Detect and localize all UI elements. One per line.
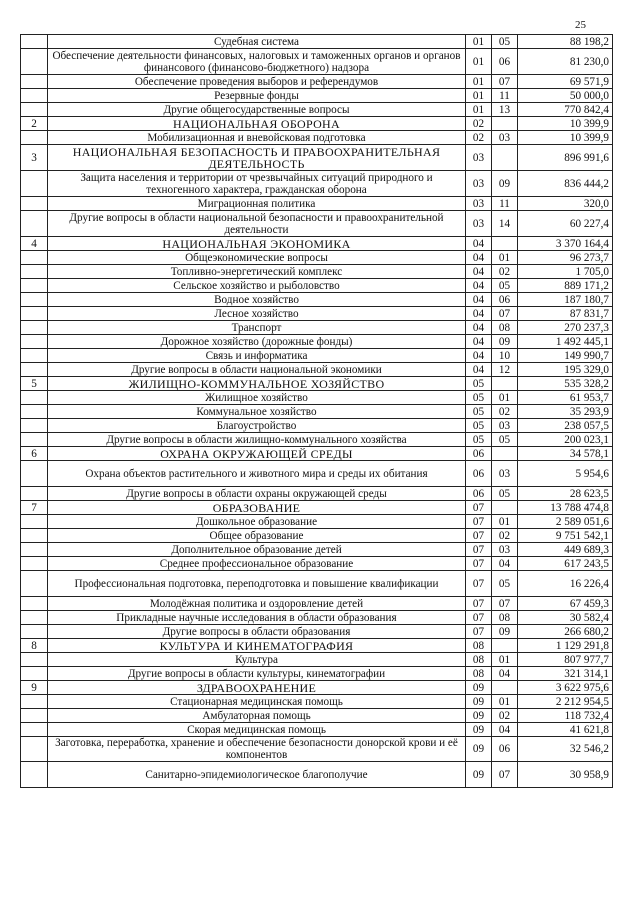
row-name-cell: ОХРАНА ОКРУЖАЮЩЕЙ СРЕДЫ	[48, 447, 466, 461]
amount-cell: 896 991,6	[518, 145, 613, 171]
table-row	[21, 75, 613, 89]
row-name-cell: НАЦИОНАЛЬНАЯ ЭКОНОМИКА	[48, 237, 466, 251]
subsection-code-cell	[492, 145, 518, 171]
row-name-cell: Другие общегосударственные вопросы	[48, 103, 466, 117]
table-row	[21, 293, 613, 307]
row-name-cell: Миграционная политика	[48, 197, 466, 211]
amount-cell: 770 842,4	[518, 103, 613, 117]
row-number-cell	[21, 335, 48, 349]
row-number-cell	[21, 571, 48, 597]
row-number-cell	[21, 667, 48, 681]
subsection-code-cell	[492, 237, 518, 251]
row-number-cell	[21, 391, 48, 405]
row-name-cell: Скорая медицинская помощь	[48, 723, 466, 737]
row-number-cell	[21, 251, 48, 265]
section-code-cell: 07	[466, 611, 492, 625]
row-number-cell	[21, 321, 48, 335]
subsection-code-cell: 01	[492, 391, 518, 405]
row-name-cell: Стационарная медицинская помощь	[48, 695, 466, 709]
section-code-cell: 02	[466, 131, 492, 145]
amount-cell: 889 171,2	[518, 279, 613, 293]
section-code-cell: 03	[466, 145, 492, 171]
subsection-code-cell	[492, 447, 518, 461]
subsection-code-cell: 07	[492, 762, 518, 788]
section-row	[21, 237, 613, 251]
table-row	[21, 131, 613, 145]
table-row	[21, 737, 613, 762]
amount-cell: 61 953,7	[518, 391, 613, 405]
row-name-cell: Заготовка, переработка, хранение и обеспечение безопасности донорской крови и её компонентов	[48, 737, 466, 762]
row-name-cell: Культура	[48, 653, 466, 667]
section-row	[21, 681, 613, 695]
row-name-cell: Топливно-энергетический комплекс	[48, 265, 466, 279]
subsection-code-cell: 02	[492, 709, 518, 723]
subsection-code-cell: 05	[492, 35, 518, 49]
budget-table-body	[21, 35, 613, 788]
table-row	[21, 723, 613, 737]
amount-cell: 10 399,9	[518, 131, 613, 145]
row-name-cell: Связь и информатика	[48, 349, 466, 363]
row-name-cell: Профессиональная подготовка, переподготовка и повышение квалификации	[48, 571, 466, 597]
table-row	[21, 307, 613, 321]
section-code-cell: 09	[466, 723, 492, 737]
row-name-cell: Дорожное хозяйство (дорожные фонды)	[48, 335, 466, 349]
section-code-cell: 04	[466, 349, 492, 363]
row-name-cell: Амбулаторная помощь	[48, 709, 466, 723]
subsection-code-cell: 05	[492, 279, 518, 293]
section-code-cell: 04	[466, 265, 492, 279]
section-code-cell: 08	[466, 667, 492, 681]
row-number-cell	[21, 89, 48, 103]
amount-cell: 807 977,7	[518, 653, 613, 667]
amount-cell: 34 578,1	[518, 447, 613, 461]
row-name-cell: Молодёжная политика и оздоровление детей	[48, 597, 466, 611]
row-number-cell	[21, 307, 48, 321]
amount-cell: 28 623,5	[518, 487, 613, 501]
table-row	[21, 419, 613, 433]
section-code-cell: 03	[466, 211, 492, 237]
amount-cell: 16 226,4	[518, 571, 613, 597]
subsection-code-cell: 14	[492, 211, 518, 237]
section-code-cell: 04	[466, 251, 492, 265]
amount-cell: 5 954,6	[518, 461, 613, 487]
amount-cell: 88 198,2	[518, 35, 613, 49]
row-number-cell	[21, 265, 48, 279]
amount-cell: 81 230,0	[518, 49, 613, 75]
amount-cell: 535 328,2	[518, 377, 613, 391]
subsection-code-cell: 03	[492, 131, 518, 145]
subsection-code-cell	[492, 377, 518, 391]
table-row	[21, 529, 613, 543]
section-row	[21, 117, 613, 131]
subsection-code-cell: 03	[492, 543, 518, 557]
row-number-cell: 6	[21, 447, 48, 461]
table-row	[21, 171, 613, 197]
section-code-cell: 05	[466, 419, 492, 433]
subsection-code-cell: 08	[492, 321, 518, 335]
row-name-cell: Судебная система	[48, 35, 466, 49]
section-code-cell: 06	[466, 447, 492, 461]
table-row	[21, 433, 613, 447]
amount-cell: 35 293,9	[518, 405, 613, 419]
section-code-cell: 06	[466, 461, 492, 487]
section-row	[21, 501, 613, 515]
section-code-cell: 09	[466, 681, 492, 695]
row-number-cell	[21, 611, 48, 625]
subsection-code-cell: 05	[492, 433, 518, 447]
table-row	[21, 89, 613, 103]
section-code-cell: 07	[466, 571, 492, 597]
row-name-cell: Другие вопросы в области национальной безопасности и правоохранительной деятельности	[48, 211, 466, 237]
amount-cell: 9 751 542,1	[518, 529, 613, 543]
section-code-cell: 08	[466, 639, 492, 653]
row-number-cell	[21, 737, 48, 762]
section-code-cell: 05	[466, 433, 492, 447]
subsection-code-cell: 06	[492, 737, 518, 762]
section-code-cell: 04	[466, 279, 492, 293]
subsection-code-cell: 01	[492, 251, 518, 265]
row-number-cell	[21, 543, 48, 557]
row-name-cell: Транспорт	[48, 321, 466, 335]
amount-cell: 270 237,3	[518, 321, 613, 335]
section-row	[21, 145, 613, 171]
amount-cell: 30 958,9	[518, 762, 613, 788]
table-row	[21, 49, 613, 75]
row-number-cell	[21, 433, 48, 447]
row-name-cell: Мобилизационная и вневойсковая подготовка	[48, 131, 466, 145]
subsection-code-cell	[492, 639, 518, 653]
subsection-code-cell: 07	[492, 75, 518, 89]
table-row	[21, 335, 613, 349]
row-number-cell	[21, 49, 48, 75]
amount-cell: 30 582,4	[518, 611, 613, 625]
section-code-cell: 04	[466, 335, 492, 349]
row-name-cell: Прикладные научные исследования в области образования	[48, 611, 466, 625]
row-name-cell: НАЦИОНАЛЬНАЯ ОБОРОНА	[48, 117, 466, 131]
subsection-code-cell: 10	[492, 349, 518, 363]
row-name-cell: Санитарно-эпидемиологическое благополучие	[48, 762, 466, 788]
table-row	[21, 597, 613, 611]
row-name-cell: Сельское хозяйство и рыболовство	[48, 279, 466, 293]
amount-cell: 41 621,8	[518, 723, 613, 737]
row-name-cell: Жилищное хозяйство	[48, 391, 466, 405]
table-row	[21, 349, 613, 363]
table-row	[21, 487, 613, 501]
row-name-cell: Защита населения и территории от чрезвычайных ситуаций природного и техногенного характера, гражданская оборона	[48, 171, 466, 197]
section-code-cell: 03	[466, 171, 492, 197]
row-name-cell: ЖИЛИЩНО-КОММУНАЛЬНОЕ ХОЗЯЙСТВО	[48, 377, 466, 391]
section-code-cell: 04	[466, 321, 492, 335]
section-code-cell: 01	[466, 75, 492, 89]
row-number-cell	[21, 419, 48, 433]
subsection-code-cell: 09	[492, 171, 518, 197]
table-row	[21, 461, 613, 487]
section-code-cell: 07	[466, 543, 492, 557]
amount-cell: 195 329,0	[518, 363, 613, 377]
row-number-cell	[21, 695, 48, 709]
section-code-cell: 01	[466, 89, 492, 103]
section-code-cell: 07	[466, 529, 492, 543]
row-name-cell: Среднее профессиональное образование	[48, 557, 466, 571]
section-code-cell: 04	[466, 237, 492, 251]
page-number: 25	[575, 19, 586, 31]
subsection-code-cell: 08	[492, 611, 518, 625]
subsection-code-cell: 02	[492, 529, 518, 543]
table-row	[21, 709, 613, 723]
section-row	[21, 377, 613, 391]
amount-cell: 449 689,3	[518, 543, 613, 557]
row-number-cell: 2	[21, 117, 48, 131]
row-number-cell: 5	[21, 377, 48, 391]
table-row	[21, 667, 613, 681]
table-row	[21, 405, 613, 419]
table-row	[21, 557, 613, 571]
row-name-cell: Другие вопросы в области культуры, кинематографии	[48, 667, 466, 681]
subsection-code-cell: 01	[492, 515, 518, 529]
table-row	[21, 251, 613, 265]
row-number-cell	[21, 709, 48, 723]
amount-cell: 2 589 051,6	[518, 515, 613, 529]
row-number-cell	[21, 529, 48, 543]
amount-cell: 3 622 975,6	[518, 681, 613, 695]
subsection-code-cell: 02	[492, 265, 518, 279]
subsection-code-cell: 03	[492, 419, 518, 433]
section-code-cell: 07	[466, 597, 492, 611]
subsection-code-cell: 09	[492, 625, 518, 639]
amount-cell: 10 399,9	[518, 117, 613, 131]
subsection-code-cell: 05	[492, 571, 518, 597]
table-row	[21, 103, 613, 117]
section-code-cell: 02	[466, 117, 492, 131]
table-row	[21, 265, 613, 279]
amount-cell: 321 314,1	[518, 667, 613, 681]
row-name-cell: Другие вопросы в области национальной экономики	[48, 363, 466, 377]
subsection-code-cell: 02	[492, 405, 518, 419]
row-number-cell	[21, 405, 48, 419]
row-name-cell: Водное хозяйство	[48, 293, 466, 307]
subsection-code-cell: 06	[492, 293, 518, 307]
row-number-cell	[21, 171, 48, 197]
amount-cell: 32 546,2	[518, 737, 613, 762]
table-row	[21, 211, 613, 237]
table-row	[21, 515, 613, 529]
amount-cell: 50 000,0	[518, 89, 613, 103]
section-code-cell: 01	[466, 35, 492, 49]
section-code-cell: 09	[466, 695, 492, 709]
row-name-cell: Общее образование	[48, 529, 466, 543]
section-code-cell: 04	[466, 293, 492, 307]
row-name-cell: ОБРАЗОВАНИЕ	[48, 501, 466, 515]
table-row	[21, 625, 613, 639]
subsection-code-cell: 01	[492, 695, 518, 709]
subsection-code-cell: 13	[492, 103, 518, 117]
row-number-cell: 7	[21, 501, 48, 515]
subsection-code-cell: 04	[492, 667, 518, 681]
section-row	[21, 447, 613, 461]
amount-cell: 187 180,7	[518, 293, 613, 307]
table-row	[21, 35, 613, 49]
table-row	[21, 611, 613, 625]
table-row	[21, 571, 613, 597]
row-number-cell	[21, 363, 48, 377]
section-code-cell: 04	[466, 307, 492, 321]
row-number-cell	[21, 653, 48, 667]
section-code-cell: 01	[466, 49, 492, 75]
row-number-cell	[21, 211, 48, 237]
amount-cell: 1 492 445,1	[518, 335, 613, 349]
section-code-cell: 05	[466, 391, 492, 405]
row-number-cell	[21, 461, 48, 487]
amount-cell: 149 990,7	[518, 349, 613, 363]
row-number-cell	[21, 197, 48, 211]
amount-cell: 200 023,1	[518, 433, 613, 447]
row-number-cell	[21, 131, 48, 145]
subsection-code-cell: 06	[492, 49, 518, 75]
amount-cell: 2 212 954,5	[518, 695, 613, 709]
amount-cell: 118 732,4	[518, 709, 613, 723]
row-name-cell: Дополнительное образование детей	[48, 543, 466, 557]
table-row	[21, 695, 613, 709]
row-name-cell: Другие вопросы в области охраны окружающей среды	[48, 487, 466, 501]
amount-cell: 238 057,5	[518, 419, 613, 433]
row-number-cell: 9	[21, 681, 48, 695]
subsection-code-cell: 01	[492, 653, 518, 667]
section-code-cell: 08	[466, 653, 492, 667]
row-name-cell: Общеэкономические вопросы	[48, 251, 466, 265]
row-number-cell: 4	[21, 237, 48, 251]
section-code-cell: 04	[466, 363, 492, 377]
section-code-cell: 09	[466, 709, 492, 723]
row-name-cell: Резервные фонды	[48, 89, 466, 103]
section-code-cell: 07	[466, 625, 492, 639]
subsection-code-cell: 03	[492, 461, 518, 487]
row-name-cell: Дошкольное образование	[48, 515, 466, 529]
subsection-code-cell	[492, 681, 518, 695]
row-number-cell	[21, 293, 48, 307]
subsection-code-cell: 09	[492, 335, 518, 349]
subsection-code-cell	[492, 117, 518, 131]
row-number-cell	[21, 597, 48, 611]
row-number-cell	[21, 35, 48, 49]
table-row	[21, 762, 613, 788]
row-number-cell	[21, 487, 48, 501]
subsection-code-cell: 11	[492, 89, 518, 103]
table-row	[21, 543, 613, 557]
subsection-code-cell: 11	[492, 197, 518, 211]
row-number-cell: 8	[21, 639, 48, 653]
section-code-cell: 09	[466, 737, 492, 762]
row-number-cell	[21, 279, 48, 293]
amount-cell: 69 571,9	[518, 75, 613, 89]
row-name-cell: Охрана объектов растительного и животного мира и среды их обитания	[48, 461, 466, 487]
row-name-cell: Благоустройство	[48, 419, 466, 433]
amount-cell: 617 243,5	[518, 557, 613, 571]
section-code-cell: 01	[466, 103, 492, 117]
table-row	[21, 279, 613, 293]
amount-cell: 1 129 291,8	[518, 639, 613, 653]
row-number-cell	[21, 762, 48, 788]
amount-cell: 96 273,7	[518, 251, 613, 265]
row-name-cell: Лесное хозяйство	[48, 307, 466, 321]
subsection-code-cell: 12	[492, 363, 518, 377]
amount-cell: 67 459,3	[518, 597, 613, 611]
section-code-cell: 05	[466, 377, 492, 391]
row-number-cell	[21, 625, 48, 639]
row-number-cell: 3	[21, 145, 48, 171]
row-number-cell	[21, 75, 48, 89]
table-row	[21, 653, 613, 667]
amount-cell: 1 705,0	[518, 265, 613, 279]
row-name-cell: Обеспечение проведения выборов и референдумов	[48, 75, 466, 89]
section-code-cell: 07	[466, 501, 492, 515]
row-number-cell	[21, 515, 48, 529]
subsection-code-cell	[492, 501, 518, 515]
subsection-code-cell: 04	[492, 723, 518, 737]
row-number-cell	[21, 349, 48, 363]
amount-cell: 13 788 474,8	[518, 501, 613, 515]
subsection-code-cell: 07	[492, 597, 518, 611]
section-code-cell: 09	[466, 762, 492, 788]
amount-cell: 3 370 164,4	[518, 237, 613, 251]
section-code-cell: 03	[466, 197, 492, 211]
amount-cell: 836 444,2	[518, 171, 613, 197]
amount-cell: 266 680,2	[518, 625, 613, 639]
section-code-cell: 07	[466, 557, 492, 571]
amount-cell: 320,0	[518, 197, 613, 211]
row-number-cell	[21, 723, 48, 737]
table-row	[21, 391, 613, 405]
row-name-cell: Другие вопросы в области жилищно-коммунального хозяйства	[48, 433, 466, 447]
section-code-cell: 06	[466, 487, 492, 501]
table-row	[21, 321, 613, 335]
row-number-cell	[21, 557, 48, 571]
row-name-cell: КУЛЬТУРА И КИНЕМАТОГРАФИЯ	[48, 639, 466, 653]
amount-cell: 60 227,4	[518, 211, 613, 237]
table-row	[21, 197, 613, 211]
subsection-code-cell: 07	[492, 307, 518, 321]
amount-cell: 87 831,7	[518, 307, 613, 321]
table-row	[21, 363, 613, 377]
section-row	[21, 639, 613, 653]
section-code-cell: 05	[466, 405, 492, 419]
budget-table	[20, 34, 613, 788]
subsection-code-cell: 04	[492, 557, 518, 571]
row-name-cell: Коммунальное хозяйство	[48, 405, 466, 419]
row-name-cell: Обеспечение деятельности финансовых, налоговых и таможенных органов и органов финансового (финансово-бюджетного) надзора	[48, 49, 466, 75]
section-code-cell: 07	[466, 515, 492, 529]
row-name-cell: НАЦИОНАЛЬНАЯ БЕЗОПАСНОСТЬ И ПРАВООХРАНИТЕЛЬНАЯ ДЕЯТЕЛЬНОСТЬ	[48, 145, 466, 171]
row-name-cell: Другие вопросы в области образования	[48, 625, 466, 639]
row-number-cell	[21, 103, 48, 117]
subsection-code-cell: 05	[492, 487, 518, 501]
row-name-cell: ЗДРАВООХРАНЕНИЕ	[48, 681, 466, 695]
